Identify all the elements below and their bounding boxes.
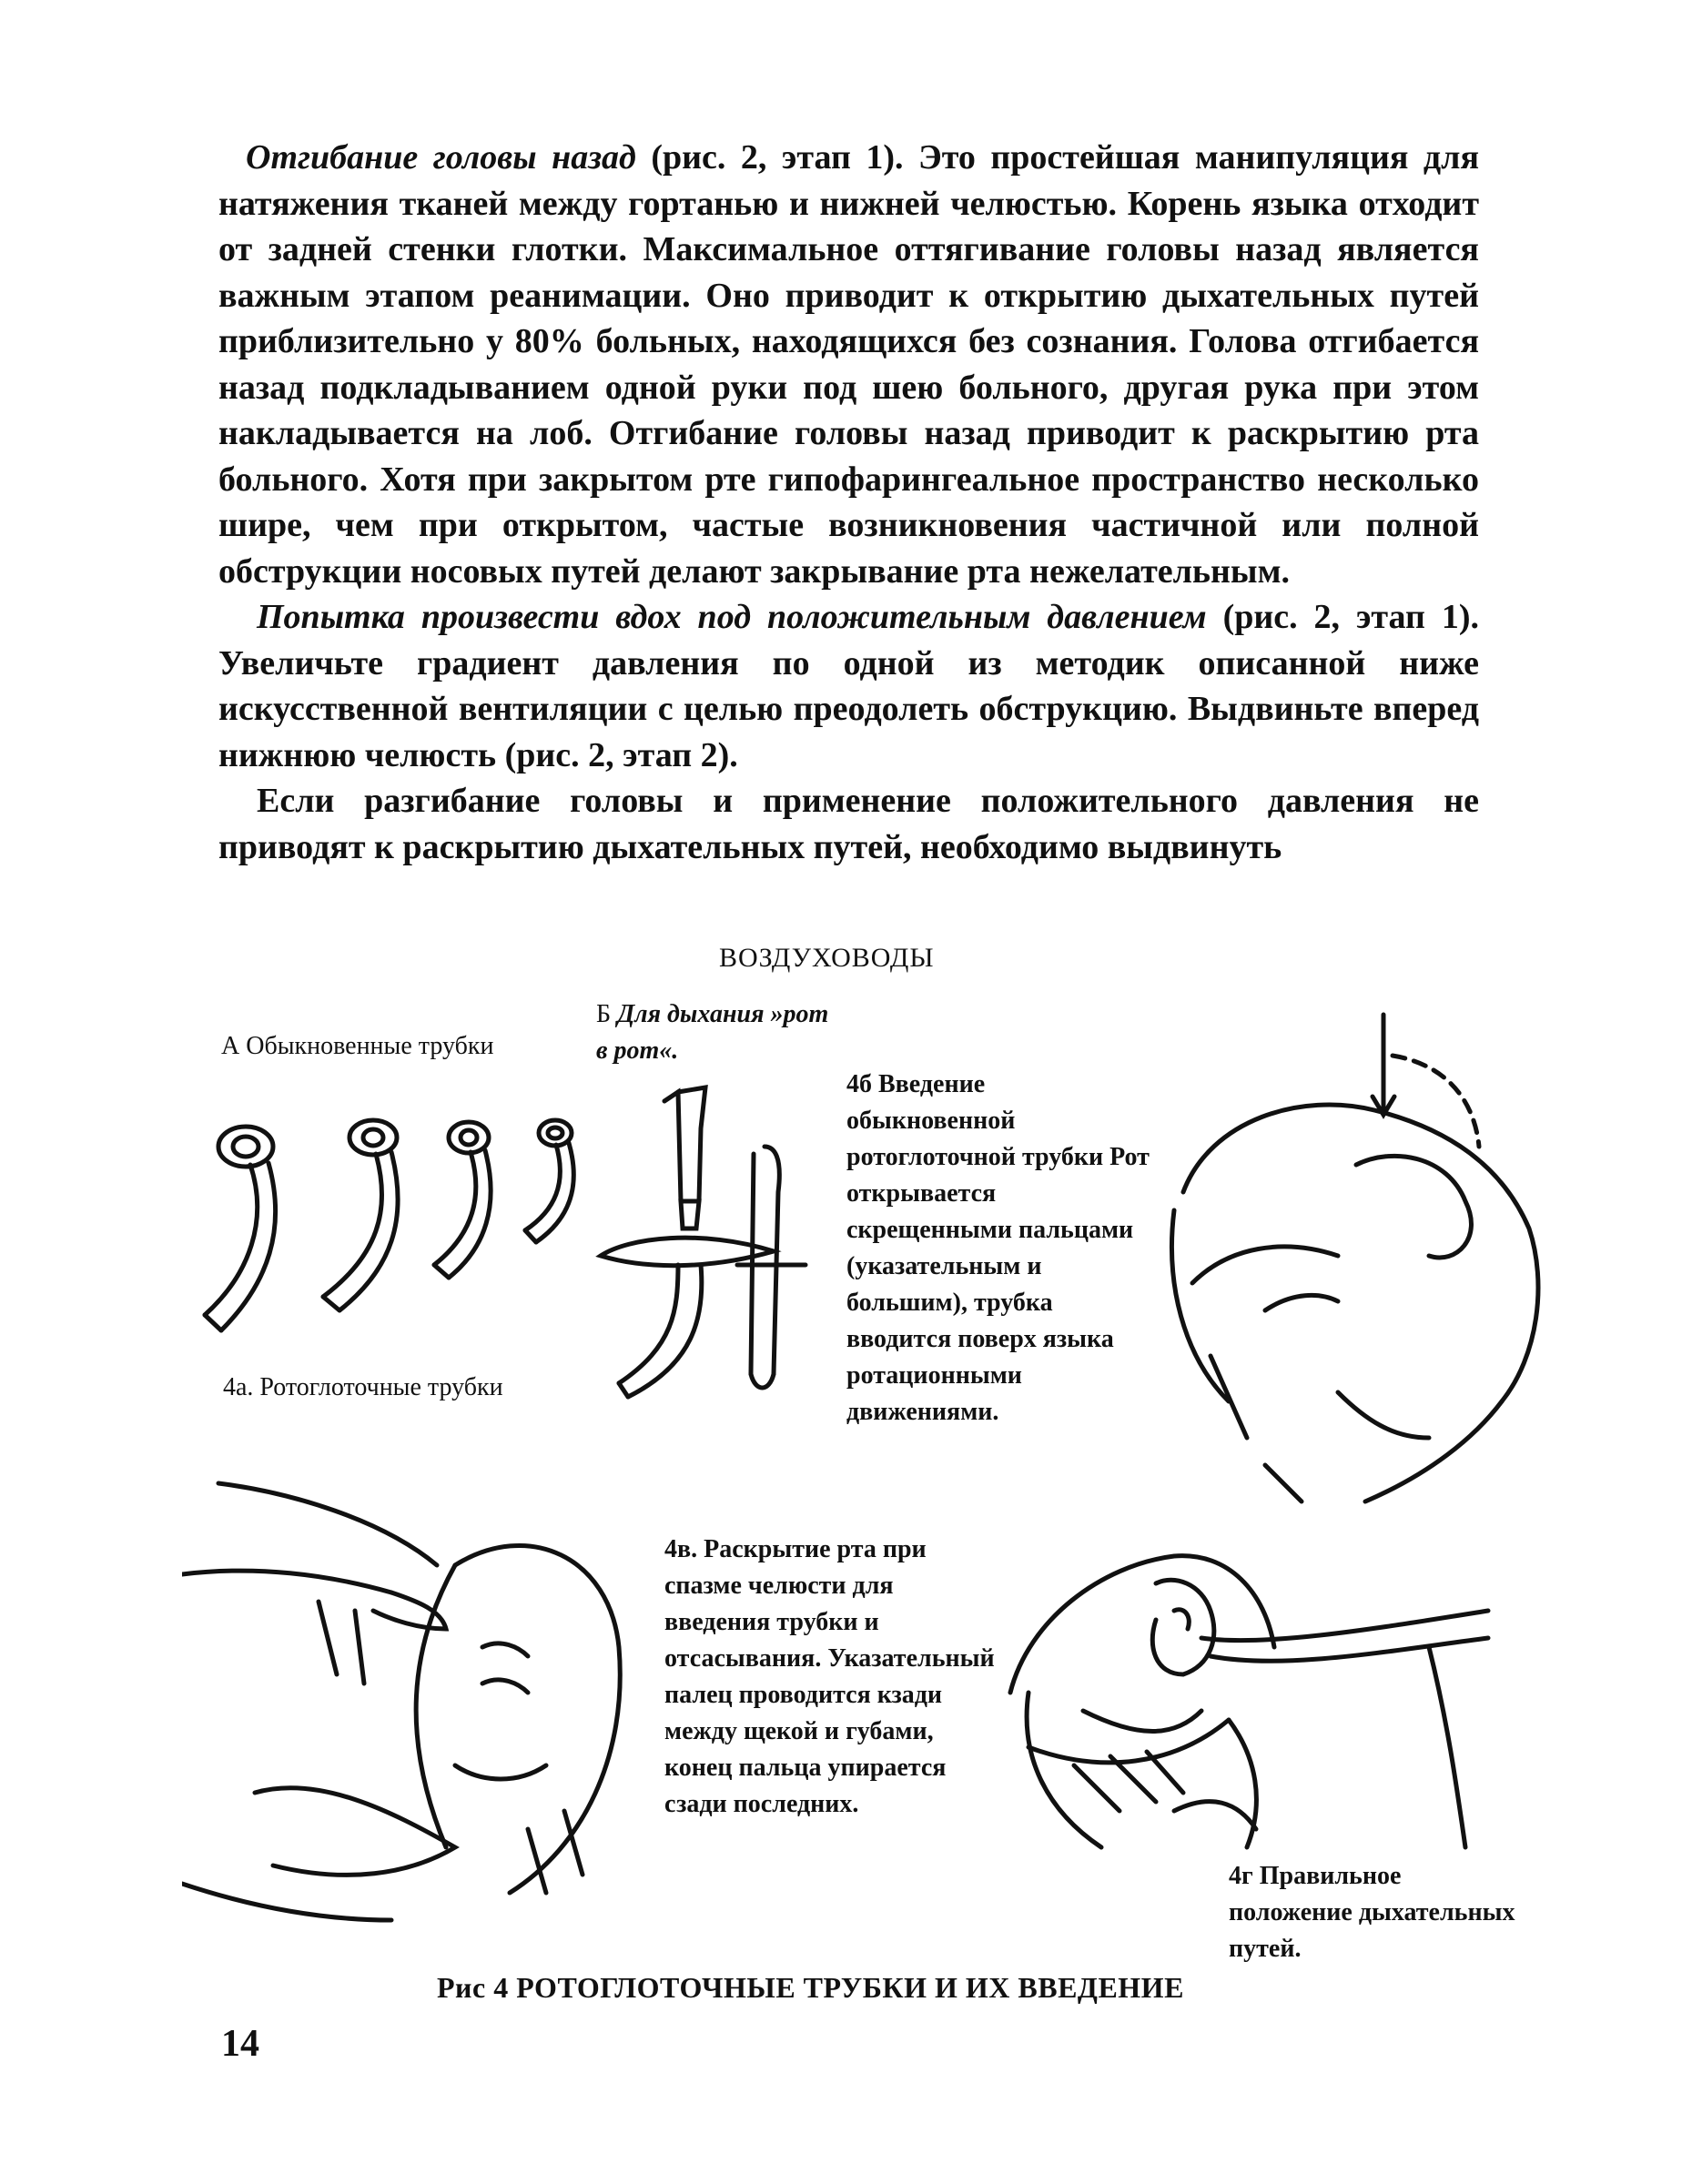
- label-b-letter: Б: [596, 1000, 612, 1028]
- caption-4a: 4а. Ротоглоточные трубки: [223, 1373, 503, 1401]
- caption-4v: 4в. Раскрытие рта при спазме челюсти для введения трубки и отсасывания. Указательный палец проводится кзади между щекой и губами, конец пальца упирается сзади последних.: [664, 1535, 995, 1818]
- paragraph-body: (рис. 2, этап 1). Это простейшая манипуляция для натяжения тканей между гортанью и нижней челюстью. Корень языка отходит от задней стенки глотки. Максимальное оттягивание головы назад является важным этапом реанимации. Оно приводит к открытию дыхательных путей приблизительно у 80% больных, находящихся без сознания. Голова отгибается назад подкладыванием одной руки под шею больного, другая рука при этом накладывается на лоб. Отгибание головы назад приводит к раскрытию рта больного. Хотя при закрытом рте гипофарингеальное пространство несколько шире, чем при открытом, частые возникновения частичной или полной обструкции носовых путей делают закрывание рта нежелательным.: [218, 138, 1479, 591]
- label-mouth-to-mouth: [596, 996, 833, 1069]
- label-b-text: Для дыхания »рот в рот«.: [596, 1000, 829, 1065]
- jaw-opening-drawing: [182, 1465, 655, 1938]
- oropharyngeal-tube-icon: [196, 1092, 605, 1365]
- figure-caption: Рис 4 РОТОГЛОТОЧНЫЕ ТРУБКИ И ИХ ВВЕДЕНИЕ: [437, 1971, 1184, 2004]
- label-ordinary-tubes: А Обыкновенные трубки: [221, 1032, 494, 1060]
- paragraph-body: Если разгибание головы и применение положительного давления не приводят к раскрытию дыхательных путей, необходимо выдвинуть: [218, 782, 1479, 866]
- mouth-to-mouth-tube-icon: [592, 1074, 819, 1401]
- caption-4b: 4б Введение обыкновенной ротоглоточной трубки Рот открывается скрещенными пальцами (указательным и большим), трубка вводится поверх языка ротационными движениями.: [846, 1070, 1150, 1426]
- airway-position-drawing: [992, 1538, 1502, 1884]
- figure-title: ВОЗДУХОВОДЫ: [719, 943, 935, 973]
- paragraph-lead: Отгибание головы назад: [246, 138, 636, 177]
- paragraph-jaw-thrust: [218, 778, 1479, 870]
- paragraph-head-tilt: [218, 135, 1479, 594]
- body-text: [218, 135, 1479, 870]
- paragraph-positive-pressure: [218, 594, 1479, 778]
- head-insertion-drawing: [1156, 1010, 1584, 1520]
- caption-4g: 4г Правильное положение дыхательных путей.: [1229, 1862, 1515, 1963]
- paragraph-body: (рис. 2, этап 1). Увеличьте градиент давления по одной из методик описанной ниже искусственной вентиляции с целью преодолеть обструкцию. Выдвиньте вперед нижнюю челюсть (рис. 2, этап 2).: [218, 598, 1479, 774]
- page-number: 14: [221, 2023, 259, 2065]
- paragraph-lead: Попытка произвести вдох под положительным давлением: [257, 598, 1207, 636]
